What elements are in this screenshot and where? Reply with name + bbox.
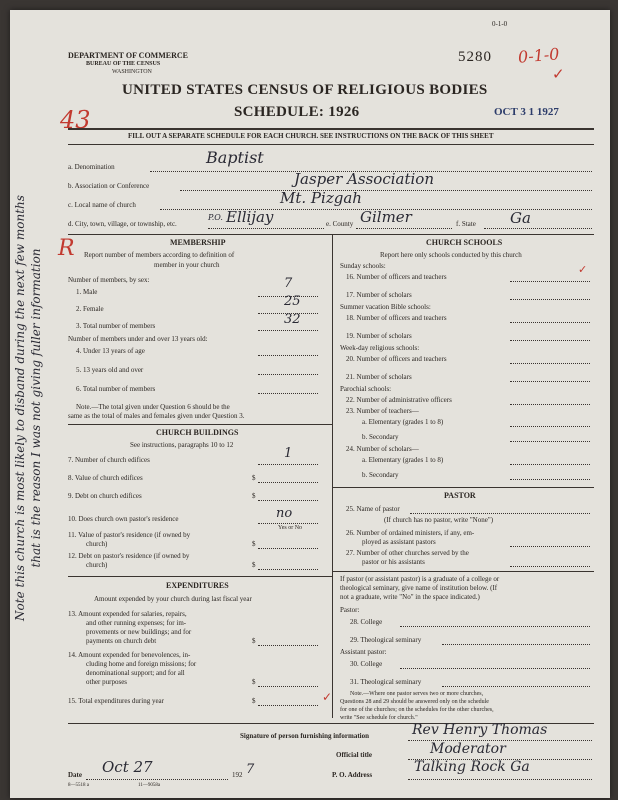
pastor-label: Pastor: bbox=[340, 606, 360, 614]
q24a-label: a. Elementary (grades 1 to 8) bbox=[362, 456, 444, 464]
check-mark: ✓ bbox=[552, 67, 565, 83]
q27-label-2: pastor or his assistants bbox=[362, 558, 425, 566]
field-d-label: d. City, town, village, or township, etc. bbox=[68, 220, 177, 228]
q8-label: 8. Value of church edifices bbox=[68, 474, 143, 482]
weekday-label: Week-day religious schools: bbox=[340, 344, 420, 352]
census-form: 0-1-0 DEPARTMENT OF COMMERCE BUREAU OF THE CENSUS WASHINGTON 5280 0-1-0 ✓ 43 UNITED STATES CENSUS OF RELIGIOUS BODIES SCHEDULE: 1926 OCT 3 1 1927 FILL OUT A SEPARATE SCHEDULE FOR EACH CHURCH. SEE INSTRUCTIONS ON THE BACK OF THIS SHEET a. Denomination Baptist b. Association or Conference Jasper Association c. Local name of church Mt. Pizgah d. City, town, village, or township, etc. P.O. Ellijay e. County Gilmer f. State Ga R MEMBERSHIP Report number of members according to definition of member in your church Number of members, by sex: 1. Male 7 2. Female 25 3. Total number of members 32 Number of members under and over 13 years old: 4. Under 13 years of age 5. 13 years old and over 6. Total number of members Note.—The total given under Question 6 should be the same as the total of males and females given under Question 3. CHURCH BUILDINGS See instructions, paragraphs 10 to 12 7. Number of church edifices 1 8. Value of church edifices $ 9. Debt on church edifices $ 10. Does church own pastor's residence no Yes or No 11. Value of pastor's residence (if owned by church) $ 12. Debt on pastor's residence (if owned by church) $ EXPENDITURES Amount expended by your church during last fiscal year 13. Amount expended for salaries, repairs, and other running expenses; for im- provements or new buildings; and for payments on church debt $ 14. Amount expended for benevolences, in- cluding home and foreign missions; for denominational support; and for all other purposes $ 15. Total expenditures during year $ ✓ CHURCH SCHOOLS Report here only schools conducted by this church Sunday schools: 16. Number of officers and teachers ✓ 17. Number of scholars Summer vacation Bible schools: 18. Number of officers and teachers 19. Number of scholars Week-day religious schools: 20. Number of officers and teachers 21. Number of scholars Parochial schools: 22. Number of administrative officers 23. Number of teachers— a. Elementary (grades 1 to 8) b. Secondary 24. Number of scholars— a. Elementary (grades 1 to 8) b. Secondary PASTOR 25. Name of pastor (If church has no pastor, write "None") 26. Number of ordained ministers, if any, em- ployed as assistant pastors 27. Number of other churches served by the pastor or his assistants If pastor (or assistant pastor) is a graduate of a college or theological seminary, give name of institution below. (If not a graduate, write "No" in the space indicated.) Pastor: 28. College 29. Theological seminary Assistant pastor: 30. College 31. Theological seminary Note.—Where one pastor serves two or more churches, Questions 28 and 29 should be answered only on the schedule for one of the churches; on the schedules for the other churches, write "See schedule for church." Signature of person furnishing information Rev Henry Thomas Official title Moderator Date Oct 27 192 7 P. O. Address Talking Rock Ga 8—5518 a 11—9058a Note this church is most likely to disband during the next few months that is the reason I was not giving fuller information bbox=[10, 10, 610, 798]
form-code: 8—5518 a bbox=[68, 783, 89, 788]
q3-label: 3. Total number of members bbox=[76, 322, 156, 330]
q23a-label: a. Elementary (grades 1 to 8) bbox=[362, 418, 444, 426]
q10-value: no bbox=[276, 506, 293, 521]
membership-note-1: Note.—The total given under Question 6 should be the bbox=[76, 403, 230, 411]
expenditures-heading: EXPENDITURES bbox=[166, 581, 229, 590]
q26-label-1: 26. Number of ordained ministers, if any, em- bbox=[346, 529, 475, 537]
age-intro: Number of members under and over 13 years old: bbox=[68, 335, 208, 343]
signature-value: Rev Henry Thomas bbox=[412, 722, 548, 738]
q24-label: 24. Number of scholars— bbox=[346, 445, 419, 453]
q10-label: 10. Does church own pastor's residence bbox=[68, 515, 179, 523]
q1-value: 7 bbox=[284, 276, 293, 291]
q14-label-3: denominational support; and for all bbox=[86, 669, 185, 677]
q26-label-2: ployed as assistant pastors bbox=[362, 538, 436, 546]
schools-heading: CHURCH SCHOOLS bbox=[426, 238, 503, 247]
po-prefix: P.O. bbox=[208, 213, 223, 222]
q18-label: 18. Number of officers and teachers bbox=[346, 314, 447, 322]
date-value: Oct 27 bbox=[102, 758, 153, 776]
red-number: 43 bbox=[60, 106, 91, 134]
city-value: Ellijay bbox=[226, 208, 274, 226]
form-title: UNITED STATES CENSUS OF RELIGIOUS BODIES bbox=[122, 82, 488, 98]
q25-hint: (If church has no pastor, write "None") bbox=[384, 516, 494, 524]
po-address-label: P. O. Address bbox=[332, 771, 373, 779]
red-check-q15: ✓ bbox=[322, 690, 333, 704]
grad-note-1: If pastor (or assistant pastor) is a graduate of a college or bbox=[340, 575, 500, 583]
by-sex-label: Number of members, by sex: bbox=[68, 276, 150, 284]
state-value: Ga bbox=[510, 209, 531, 227]
q20-label: 20. Number of officers and teachers bbox=[346, 355, 447, 363]
buildings-heading: CHURCH BUILDINGS bbox=[156, 428, 239, 437]
field-b-label: b. Association or Conference bbox=[68, 182, 150, 190]
schools-intro: Report here only schools conducted by this church bbox=[380, 251, 522, 259]
q22-label: 22. Number of administrative officers bbox=[346, 396, 452, 404]
q7-value: 1 bbox=[284, 446, 293, 461]
membership-heading: MEMBERSHIP bbox=[170, 238, 226, 247]
q11-label-2: church) bbox=[86, 540, 108, 548]
city: WASHINGTON bbox=[112, 69, 152, 75]
q7-label: 7. Number of church edifices bbox=[68, 456, 150, 464]
date-stamp: OCT 3 1 1927 bbox=[494, 106, 559, 118]
q15-label: 15. Total expenditures during year bbox=[68, 697, 164, 705]
field-f-label: f. State bbox=[456, 220, 476, 228]
membership-note-2: same as the total of males and females given under Question 3. bbox=[68, 412, 245, 420]
q17-label: 17. Number of scholars bbox=[346, 291, 412, 299]
official-title-value: Moderator bbox=[430, 741, 506, 757]
q13-label-1: 13. Amount expended for salaries, repairs, bbox=[68, 610, 187, 618]
summer-label: Summer vacation Bible schools: bbox=[340, 303, 431, 311]
q10-hint: Yes or No bbox=[278, 525, 303, 531]
field-c-label: c. Local name of church bbox=[68, 201, 136, 209]
q9-label: 9. Debt on church edifices bbox=[68, 492, 142, 500]
church-name-value: Mt. Pizgah bbox=[280, 189, 362, 207]
bureau: BUREAU OF THE CENSUS bbox=[86, 61, 161, 67]
denomination-value: Baptist bbox=[206, 148, 264, 167]
q21-label: 21. Number of scholars bbox=[346, 373, 412, 381]
serial-number: 5280 bbox=[458, 49, 492, 65]
note2-line-3: for one of the churches; on the schedules for the other churches, bbox=[340, 707, 494, 713]
q3-value: 32 bbox=[284, 312, 301, 327]
grad-note-2: theological seminary, give name of institution below. (If bbox=[340, 584, 498, 592]
q13-label-3: provements or new buildings; and for bbox=[86, 628, 192, 636]
q14-label-2: cluding home and foreign missions; for bbox=[86, 660, 197, 668]
note2-line-2: Questions 28 and 29 should be answered only on the schedule bbox=[340, 699, 489, 705]
date-label: Date bbox=[68, 771, 82, 779]
red-r-mark: R bbox=[58, 236, 75, 261]
association-value: Jasper Association bbox=[294, 170, 434, 188]
form-code-2: 11—9058a bbox=[138, 783, 161, 788]
pastor-heading: PASTOR bbox=[444, 491, 476, 500]
instruction-line: FILL OUT A SEPARATE SCHEDULE FOR EACH CHURCH. SEE INSTRUCTIONS ON THE BACK OF THIS SHEET bbox=[128, 132, 494, 140]
q2-label: 2. Female bbox=[76, 305, 104, 313]
membership-intro-1: Report number of members according to definition of bbox=[84, 251, 235, 259]
sunday-label: Sunday schools: bbox=[340, 262, 386, 270]
q11-label-1: 11. Value of pastor's residence (if owned by bbox=[68, 531, 191, 539]
q14-label-1: 14. Amount expended for benevolences, in- bbox=[68, 651, 191, 659]
q23b-label: b. Secondary bbox=[362, 433, 399, 441]
q16-label: 16. Number of officers and teachers bbox=[346, 273, 447, 281]
county-value: Gilmer bbox=[360, 208, 412, 226]
membership-intro-2: member in your church bbox=[154, 261, 220, 269]
q13-label-2: and other running expenses; for im- bbox=[86, 619, 187, 627]
q2-value: 25 bbox=[284, 294, 301, 309]
field-a-label: a. Denomination bbox=[68, 163, 115, 171]
assistant-label: Assistant pastor: bbox=[340, 648, 387, 656]
margin-note-line-1: Note this church is most likely to disband during the next few months bbox=[13, 195, 27, 621]
field-e-label: e. County bbox=[326, 220, 354, 228]
note2-line-1: Note.—Where one pastor serves two or more churches, bbox=[350, 691, 484, 697]
margin-note bbox=[12, 88, 44, 728]
q13-label-4: payments on church debt bbox=[86, 637, 157, 645]
q6-label: 6. Total number of members bbox=[76, 385, 156, 393]
red-code: 0-1-0 bbox=[517, 44, 561, 67]
q4-label: 4. Under 13 years of age bbox=[76, 347, 145, 355]
year-prefix: 192 bbox=[232, 771, 243, 779]
official-title-label: Official title bbox=[336, 751, 372, 759]
q28-label: 28. College bbox=[350, 618, 383, 626]
q12-label-1: 12. Debt on pastor's residence (if owned by bbox=[68, 552, 190, 560]
margin-note-line-2: that is the reason I was not giving fuller information bbox=[29, 248, 43, 568]
buildings-intro: See instructions, paragraphs 10 to 12 bbox=[130, 441, 234, 449]
expenditures-intro: Amount expended by your church during last fiscal year bbox=[94, 595, 252, 603]
q27-label-1: 27. Number of other churches served by the bbox=[346, 549, 469, 557]
parochial-label: Parochial schools: bbox=[340, 385, 392, 393]
q30-label: 30. College bbox=[350, 660, 383, 668]
q12-label-2: church) bbox=[86, 561, 108, 569]
q25-label: 25. Name of pastor bbox=[346, 505, 400, 513]
note2-line-4: write "See schedule for church." bbox=[340, 715, 418, 721]
q23-label: 23. Number of teachers— bbox=[346, 407, 419, 415]
q24b-label: b. Secondary bbox=[362, 471, 399, 479]
q29-label: 29. Theological seminary bbox=[350, 636, 422, 644]
code-top: 0-1-0 bbox=[492, 20, 508, 28]
q1-label: 1. Male bbox=[76, 288, 98, 296]
signature-label: Signature of person furnishing information bbox=[240, 732, 369, 740]
form-subtitle: SCHEDULE: 1926 bbox=[234, 104, 360, 120]
q19-label: 19. Number of scholars bbox=[346, 332, 412, 340]
department: DEPARTMENT OF COMMERCE bbox=[68, 51, 189, 60]
q31-label: 31. Theological seminary bbox=[350, 678, 422, 686]
po-address-value: Talking Rock Ga bbox=[414, 759, 530, 775]
year-digit: 7 bbox=[246, 762, 255, 777]
red-check-q16: ✓ bbox=[578, 264, 588, 276]
q14-label-4: other purposes bbox=[86, 678, 128, 686]
grad-note-3: not a graduate, write "No" in the space indicated.) bbox=[340, 593, 480, 601]
q5-label: 5. 13 years old and over bbox=[76, 366, 144, 374]
